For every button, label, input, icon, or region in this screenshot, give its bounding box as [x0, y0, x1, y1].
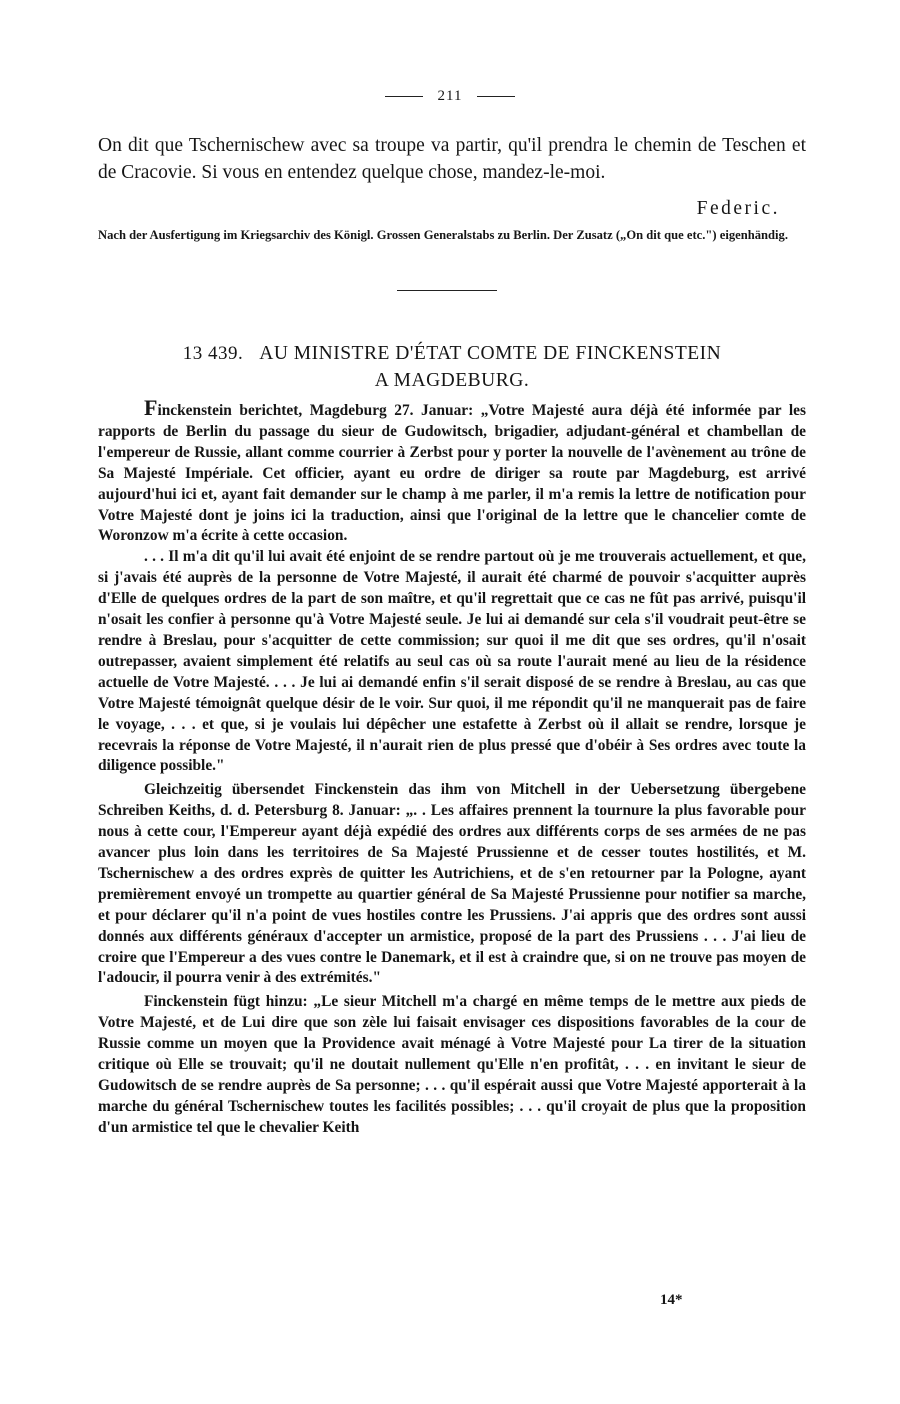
letter-heading-line2: A MAGDEBURG.	[374, 370, 530, 391]
body-paragraph: Gleichzeitig übersendet Finckenstein das ihm von Mitchell in der Uebersetzung übergebene Schreiben Keiths, d. d. Petersburg 8. Januar: „. . Les affaires prennent la tournure la plus favorable pour nous à cette cour, l'Empereur ayant déjà expédié des ordres aux différents corps de ses armées de ne pas avancer plus loin dans les territoires de Sa Majesté Prussienne et de cesser toutes hostilités, et M. Tschernischew a des ordres exprès de quitter les Autrichiens, et de s'en retourner par la Pologne, ayant premièrement envoyé un trompette au quartier général de Sa Majesté Prussienne pour notifier sa marche, et pour déclarer qu'il n'a point de vues hostiles contre les Prussiens. J'ai appris que des ordres sont aussi donnés aux différents généraux d'accepter un armistice, proposé de la part des Prussiens . . . J'ai lieu de croire que l'Empereur a des vues contre le Danemark, et il est à craindre que, si on ne trouve pas moyen de l'adoucir, il pourra venir à des extrémités."	[98, 781, 806, 987]
body-paragraph-text: inckenstein berichtet, Magdeburg 27. Januar: „Votre Majesté aura déjà été informée par les rapports de Berlin du passage du sieur de Gudowitsch, brigadier, adjudant-général et chambellan de l'empereur de Russie, allant comme courrier à Zerbst pour y porter la nouvelle de l'avènement au trône de Sa Majesté Impériale. Cet officier, ayant eu ordre de diriger sa route par Magdeburg, est arrivé aujourd'hui ici et, ayant fait demander sur le champ à me parler, il m'a remis la lettre de notification pour Votre Majesté dont je joins ici la traduction, ainsi que l'original de la lettre que le chancelier comte de Woronzow m'a écrite à cette occasion.	[98, 402, 806, 545]
letter-heading	[98, 340, 806, 394]
source-note: Nach der Ausfertigung im Kriegsarchiv des Königl. Grossen Generalstabs zu Berlin. Der Zusatz („On dit que etc.") eigenhändig.	[98, 228, 788, 242]
body-paragraph: . . . Il m'a dit qu'il lui avait été enjoint de se rendre partout où je me trouverais actuellement, et que, si j'avais été auprès de la personne de Votre Majesté, il aurait été charmé de pouvoir s'acquitter auprès d'Elle de quelques ordres de la part de son maître, et qu'il regrettait que ce cas ne fût pas arrivé, puisqu'il n'osait les confier à personne qu'à Votre Majesté seule. Je lui ai demandé sur cela s'il voudrait peut-être se rendre à Breslau, pour s'acquitter de cette commission; sur quoi il me dit que ses ordres, qu'il n'osait outrepasser, avaient simplement été relatifs au seul cas où sa route l'aurait mené au lieu de la résidence actuelle de Votre Majesté. . . . Je lui ai demandé enfin s'il serait disposé de se rendre à Breslau, au cas que Votre Majesté témoignât quelque désir de le voir. Sur quoi, il me répondit qu'il ne manquerait pas de faire le voyage, . . . et que, si je voulais lui dépêcher une estafette à Zerbst où il allait se rendre, lorsque je recevrais la réponse de Votre Majesté, il n'aurait rien de plus pressé que d'obéir à Ses ordres avec toute la diligence possible."	[98, 548, 806, 775]
letter-title: AU MINISTRE D'ÉTAT COMTE DE FINCKENSTEIN	[259, 343, 722, 364]
header-rule-left	[385, 96, 423, 97]
intro-paragraph: On dit que Tschernischew avec sa troupe va partir, qu'il prendra le chemin de Teschen et de Cracovie. Si vous en entendez quelque chose, mandez-le-moi.	[98, 135, 806, 183]
section-divider	[397, 290, 497, 291]
page-number: 211	[437, 88, 463, 104]
page-header	[0, 88, 900, 105]
signature: Federic.	[696, 198, 780, 219]
signature-mark: 14*	[660, 1292, 683, 1308]
letter-heading-line1	[98, 340, 806, 367]
body-paragraph	[98, 395, 806, 547]
body-paragraph: Finckenstein fügt hinzu: „Le sieur Mitchell m'a chargé en même temps de le mettre aux pieds de Votre Majesté, et de Lui dire que son zèle lui faisait envisager ces dispositions favorables de la cour de Russie comme un moyen que la Providence avait ménagé à Votre Majesté pour La tirer de la situation critique où Elle se trouvait; qu'il ne doutait nullement qu'Elle n'en profitât, . . . en invitant le sieur de Gudowitsch de se rendre auprès de Sa personne; . . . qu'il espérait aussi que Votre Majesté apporterait à la marche du général Tschernischew toutes les facilités possibles; . . . qu'il croyait de plus que la proposition d'un armistice tel que le chevalier Keith	[98, 993, 806, 1136]
header-rule-right	[477, 96, 515, 97]
letter-body	[98, 395, 806, 1139]
initial-letter: F	[144, 395, 158, 420]
letter-number: 13 439.	[182, 343, 244, 364]
